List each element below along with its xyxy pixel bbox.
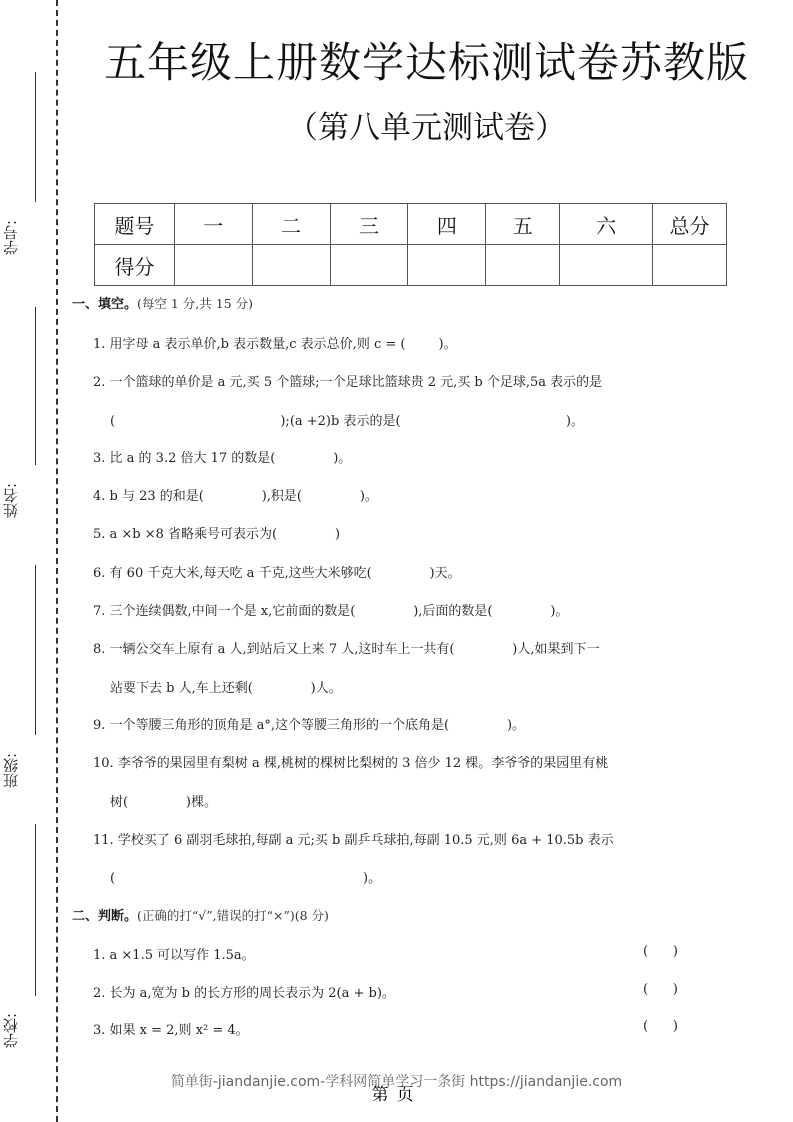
class-input-line[interactable] — [35, 565, 36, 735]
fill-question-10: 10. 李爷爷的果园里有梨树 a 棵,桃树的棵树比梨树的 3 倍少 12 棵。李爷爷的果园里有桃 — [93, 756, 609, 771]
score-input-cell[interactable] — [330, 245, 408, 286]
fill-question-2: 2. 一个篮球的单价是 a 元,买 5 个篮球;一个足球比篮球贵 2 元,买 b 个足球,5a 表示的是 — [93, 375, 603, 390]
student-id-input-line[interactable] — [35, 72, 36, 202]
page-number: 第页 — [371, 1085, 422, 1105]
footer-watermark: 简单街-jiandanjie.com-学科网简单学习一条街 https://jiandanjie.com — [170, 1074, 623, 1090]
score-cell: 题号 — [95, 204, 175, 245]
fill-question-11: 11. 学校买了 6 副羽毛球拍,每副 a 元;买 b 副乒乓球拍,每副 10.5 元,则 6a + 10.5b 表示 — [93, 833, 614, 848]
school-input-line[interactable] — [35, 824, 36, 996]
judge-question-1: 1. a ×1.5 可以写作 1.5a。 — [93, 948, 255, 963]
name-input-line[interactable] — [35, 307, 36, 465]
fill-question-11-cont: ( )。 — [110, 871, 382, 886]
score-input-cell[interactable] — [174, 245, 252, 286]
score-cell: 三 — [330, 204, 408, 245]
name-label: 姓名: — [2, 482, 20, 518]
score-cell: 总分 — [653, 204, 727, 245]
score-input-cell[interactable] — [486, 245, 560, 286]
judge-question-3: 3. 如果 x = 2,则 x² = 4。 — [93, 1023, 249, 1038]
fill-question-10-cont: 树( )棵。 — [110, 795, 217, 810]
fill-question-2-cont: ( );(a +2)b 表示的是( )。 — [110, 414, 584, 429]
score-table — [94, 203, 727, 286]
section-2-heading — [72, 905, 329, 924]
judge-answer-3[interactable]: ( ) — [643, 1019, 678, 1034]
score-cell: 一 — [174, 204, 252, 245]
fill-question-8: 8. 一辆公交车上原有 a 人,到站后又上来 7 人,这时车上一共有( )人,如果到下一 — [93, 642, 600, 657]
student-id-label: 学号: — [2, 219, 20, 255]
fill-question-7: 7. 三个连续偶数,中间一个是 x,它前面的数是( ),后面的数是( )。 — [93, 604, 569, 619]
fill-question-1: 1. 用字母 a 表示单价,b 表示数量,c 表示总价,则 c = ( )。 — [93, 337, 457, 352]
page-title: 五年级上册数学达标测试卷苏教版 — [103, 38, 749, 87]
score-row-label: 得分 — [95, 245, 175, 286]
fill-question-4: 4. b 与 23 的和是( ),积是( )。 — [93, 489, 378, 504]
fill-question-6: 6. 有 60 千克大米,每天吃 a 千克,这些大米够吃( )天。 — [93, 566, 461, 581]
fill-question-3: 3. 比 a 的 3.2 倍大 17 的数是( )。 — [93, 451, 352, 466]
score-cell: 六 — [560, 204, 653, 245]
binding-dashed-line — [56, 0, 58, 1122]
score-table-score-row — [95, 245, 727, 286]
section-1-note: (每空 1 分,共 15 分) — [137, 296, 253, 311]
class-label: 班级: — [2, 752, 20, 788]
score-input-cell[interactable] — [560, 245, 653, 286]
judge-question-2: 2. 长为 a,宽为 b 的长方形的周长表示为 2(a + b)。 — [93, 986, 395, 1001]
score-input-cell[interactable] — [408, 245, 486, 286]
score-input-cell[interactable] — [653, 245, 727, 286]
school-label: 学校: — [2, 1012, 20, 1048]
section-1-heading — [72, 293, 253, 312]
score-cell: 五 — [486, 204, 560, 245]
fill-question-8-cont: 站要下去 b 人,车上还剩( )人。 — [110, 681, 342, 696]
page-subtitle: （第八单元测试卷） — [287, 110, 566, 146]
score-cell: 四 — [408, 204, 486, 245]
fill-question-9: 9. 一个等腰三角形的顶角是 a°,这个等腰三角形的一个底角是( )。 — [93, 718, 526, 733]
section-2-title: 二、判断。 — [72, 909, 138, 924]
section-1-title: 一、填空。 — [72, 297, 138, 312]
section-2-note: (正确的打“√”,错误的打“×”)(8 分) — [137, 908, 329, 923]
score-cell: 二 — [252, 204, 330, 245]
judge-answer-1[interactable]: ( ) — [643, 944, 678, 959]
judge-answer-2[interactable]: ( ) — [643, 982, 678, 997]
fill-question-5: 5. a ×b ×8 省略乘号可表示为( ) — [93, 527, 341, 542]
score-table-header-row — [95, 204, 727, 245]
score-input-cell[interactable] — [252, 245, 330, 286]
